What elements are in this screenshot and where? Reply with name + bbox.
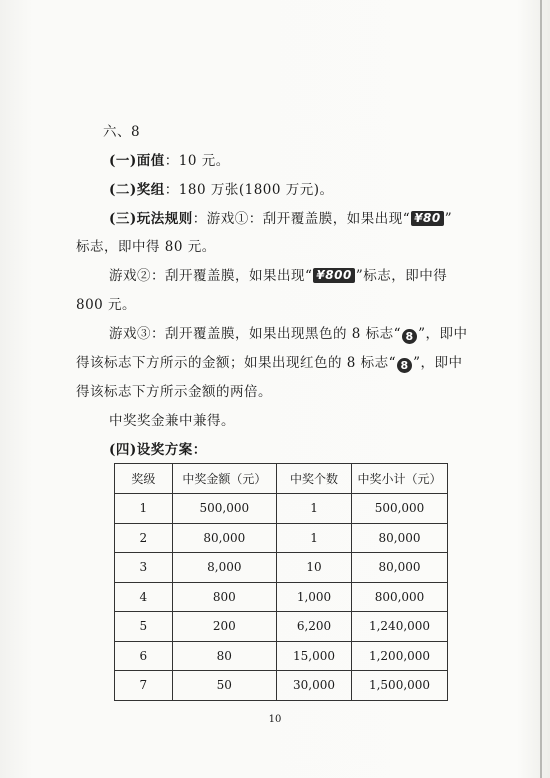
face-value-label: (一)面值	[109, 153, 165, 169]
table-cell: 5	[115, 612, 173, 642]
table-cell: 3	[115, 553, 173, 583]
section-title: 六、8	[103, 124, 141, 140]
page-edge	[540, 0, 542, 778]
game3-line-1	[109, 325, 467, 344]
table-cell: 4	[115, 582, 173, 612]
table-cell: 10	[277, 553, 352, 583]
game2-line-2: 800 元。	[76, 297, 137, 313]
table-header-row	[115, 464, 448, 494]
table-cell: 8,000	[172, 553, 276, 583]
table-cell: 6	[115, 641, 173, 671]
table-cell: 1,240,000	[352, 612, 448, 642]
table-cell: 1,000	[277, 582, 352, 612]
table-cell: 1	[115, 494, 173, 524]
header-level: 奖级	[115, 464, 173, 494]
table-cell: 500,000	[172, 494, 276, 524]
table-cell: 80,000	[352, 523, 448, 553]
page-number: 10	[268, 714, 282, 725]
table-row	[115, 671, 448, 701]
rules-line-1	[109, 210, 452, 228]
table-row	[115, 523, 448, 553]
table-cell: 1	[277, 523, 352, 553]
prize-table	[114, 463, 448, 701]
prize-group-text: ：180 万张(1800 万元)。	[164, 182, 334, 198]
game3-text-b: ”，即中	[418, 326, 468, 342]
game2-line	[109, 267, 447, 285]
table-cell: 50	[172, 671, 276, 701]
header-count: 中奖个数	[277, 464, 352, 494]
rules-label: (三)玩法规则	[109, 211, 193, 227]
game3-text-d: ”，即中	[413, 355, 463, 371]
red-8-symbol-icon: 8	[397, 358, 412, 373]
prize-group-label: (二)奖组	[109, 182, 165, 198]
game3-line-3: 得该标志下方所示金额的两倍。	[76, 384, 272, 400]
prize-plan-label: (四)设奖方案：	[109, 442, 207, 458]
table-cell: 6,200	[277, 612, 352, 642]
table-row	[115, 553, 448, 583]
yen-80-badge-icon: ¥80	[411, 211, 444, 226]
black-8-symbol-icon: 8	[402, 329, 417, 344]
table-cell: 80,000	[352, 553, 448, 583]
face-value-text: ：10 元。	[164, 153, 230, 169]
game3-text-c: 得该标志下方所示的金额；如果出现红色的 8 标志“	[76, 355, 397, 371]
table-cell: 1,200,000	[352, 641, 448, 671]
table-cell: 7	[115, 671, 173, 701]
game2-text-b: ”标志，即中得	[355, 268, 448, 284]
table-cell: 200	[172, 612, 276, 642]
header-amount: 中奖金额（元）	[172, 464, 276, 494]
yen-800-badge-icon: ¥800	[313, 268, 354, 283]
table-row	[115, 612, 448, 642]
table-row	[115, 641, 448, 671]
game3-text: 游戏③：刮开覆盖膜，如果出现黑色的 8 标志“	[109, 326, 402, 342]
rules-line-2: 标志，即中得 80 元。	[76, 239, 216, 255]
face-value-line	[109, 152, 230, 170]
table-cell: 15,000	[277, 641, 352, 671]
game2-text: 游戏②：刮开覆盖膜，如果出现“	[109, 268, 313, 284]
table-cell: 1	[277, 494, 352, 524]
table-cell: 500,000	[352, 494, 448, 524]
table-cell: 800,000	[352, 582, 448, 612]
prize-note: 中奖奖金兼中兼得。	[109, 413, 235, 429]
game1-quote: ”	[444, 211, 453, 227]
table-cell: 1,500,000	[352, 671, 448, 701]
game1-text: ：游戏①：刮开覆盖膜，如果出现“	[192, 211, 411, 227]
table-cell: 80	[172, 641, 276, 671]
table-row	[115, 582, 448, 612]
table-cell: 30,000	[277, 671, 352, 701]
header-subtotal: 中奖小计（元）	[352, 464, 448, 494]
table-cell: 2	[115, 523, 173, 553]
game3-line-2	[76, 354, 462, 373]
table-row	[115, 494, 448, 524]
table-cell: 800	[172, 582, 276, 612]
table-cell: 80,000	[172, 523, 276, 553]
prize-group-line	[109, 181, 334, 199]
